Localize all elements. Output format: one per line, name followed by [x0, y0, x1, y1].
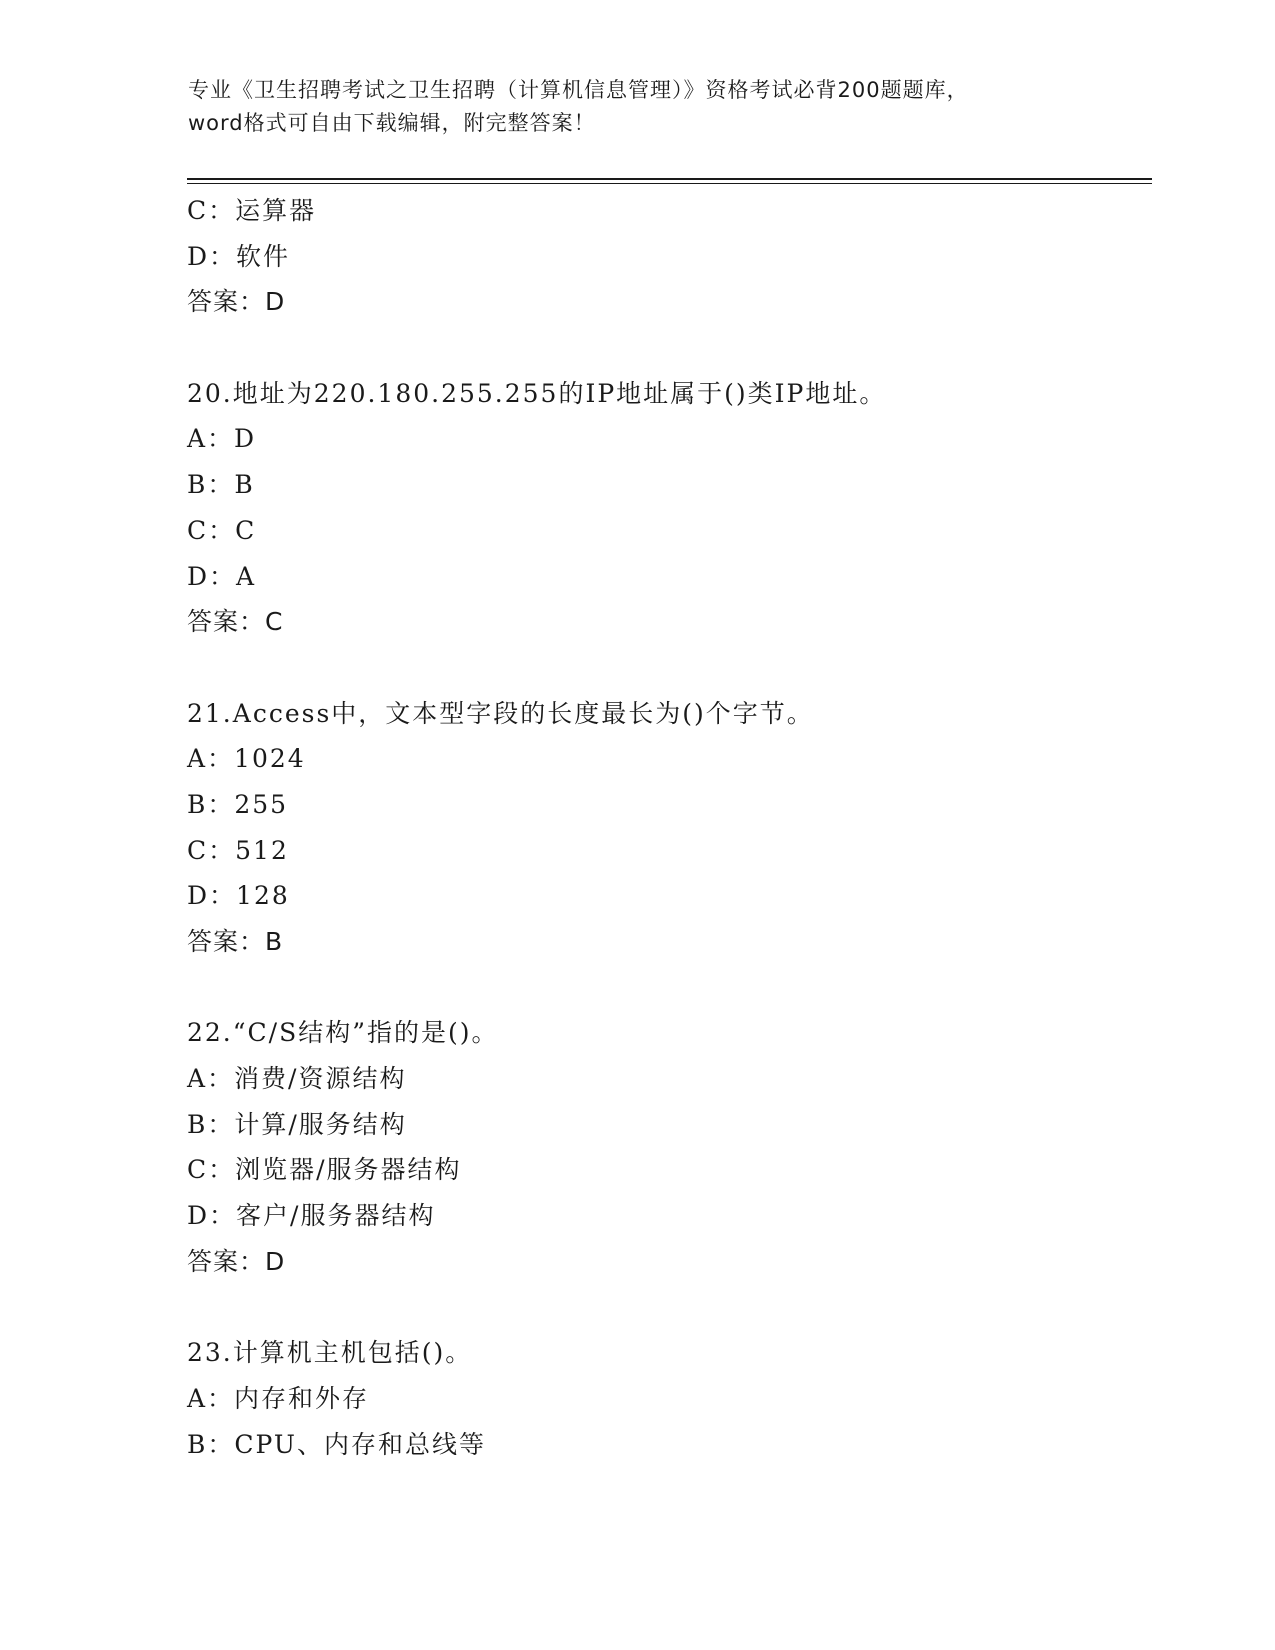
spacer	[187, 645, 1147, 691]
option-a: A：内存和外存	[187, 1383, 370, 1413]
option-a: A：D	[187, 424, 257, 454]
option-c: C：C	[187, 515, 257, 545]
header-title-line-1: 专业《卫生招聘考试之卫生招聘（计算机信息管理）》资格考试必背200题题库，	[188, 78, 969, 102]
document-header	[188, 74, 1088, 140]
option-a: A：1024	[187, 744, 306, 774]
option-d: D：128	[187, 881, 290, 911]
question-stem: 23.计算机主机包括()。	[187, 1338, 473, 1368]
option-d: D：软件	[187, 241, 291, 271]
option-c: C：运算器	[187, 196, 317, 225]
header-divider-thick	[187, 178, 1152, 180]
question-list	[187, 188, 1147, 1467]
spacer	[187, 965, 1147, 1011]
question-block-19	[187, 188, 1147, 325]
spacer	[187, 325, 1147, 371]
header-divider-thin	[187, 183, 1152, 184]
option-b: B：计算/服务结构	[187, 1109, 407, 1139]
option-b: B：CPU、内存和总线等	[187, 1429, 486, 1459]
question-block-22	[187, 1010, 1147, 1284]
option-d: D：A	[187, 561, 257, 591]
question-stem: 21.Access中，文本型字段的长度最长为()个字节。	[187, 698, 814, 728]
option-b: B：B	[187, 470, 255, 500]
option-c: C：浏览器/服务器结构	[187, 1155, 462, 1185]
option-c: C：512	[187, 835, 289, 865]
question-stem: 22.“C/S结构”指的是()。	[187, 1018, 499, 1048]
option-d: D：客户/服务器结构	[187, 1201, 436, 1231]
answer-line: 答案：D	[187, 287, 286, 317]
spacer	[187, 1285, 1147, 1331]
answer-line: 答案：D	[187, 1246, 286, 1276]
question-block-23	[187, 1330, 1147, 1467]
answer-line: 答案：B	[187, 927, 284, 956]
answer-line: 答案：C	[187, 607, 284, 637]
option-b: B：255	[187, 789, 289, 819]
header-title-line-2: word格式可自由下载编辑，附完整答案！	[188, 111, 596, 135]
question-block-20	[187, 371, 1147, 645]
question-block-21	[187, 691, 1147, 965]
option-a: A：消费/资源结构	[187, 1064, 407, 1094]
question-stem: 20.地址为220.180.255.255的IP地址属于()类IP地址。	[187, 378, 887, 408]
